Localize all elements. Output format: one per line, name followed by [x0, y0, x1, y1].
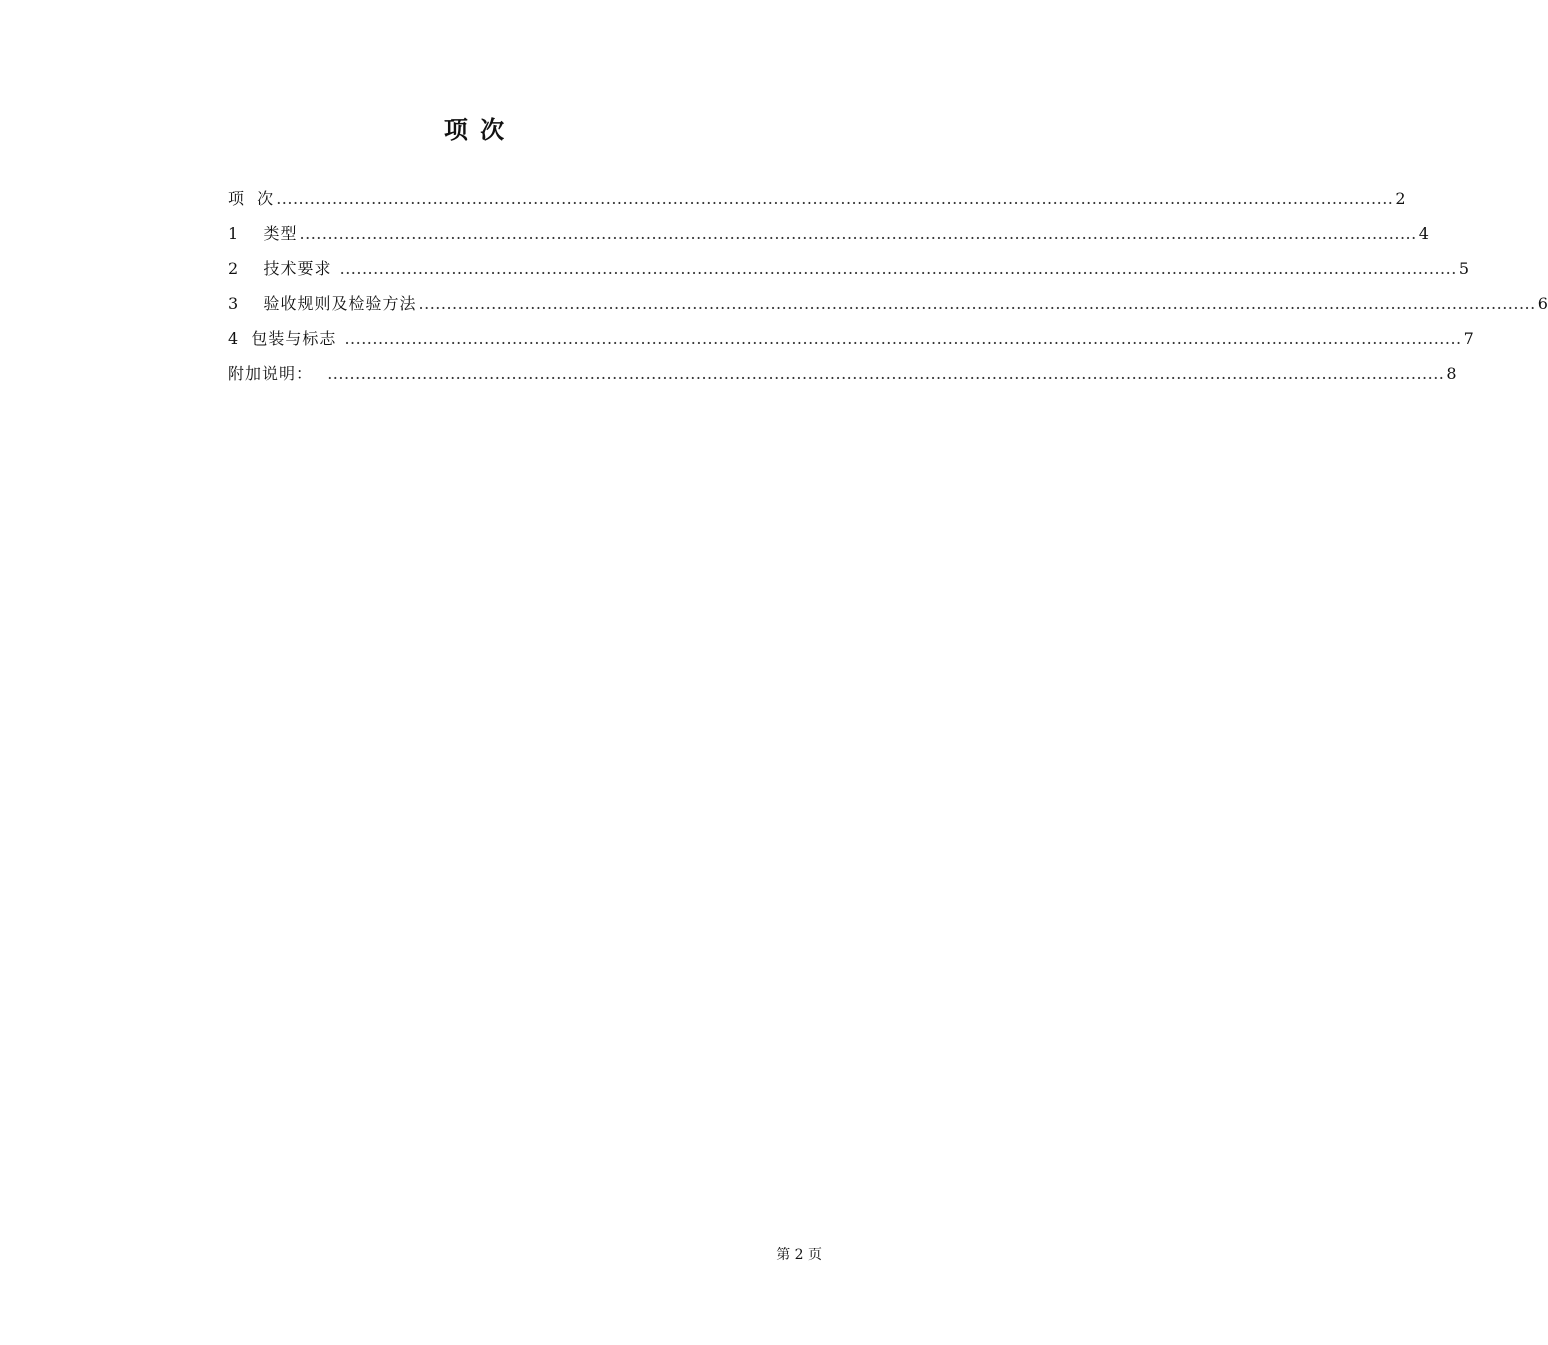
toc-entry-label: 2 技术要求 — [228, 259, 338, 278]
toc-dot-leader: ........................................................................................................................................................................................................ — [299, 224, 1417, 243]
toc-entry-page: 7 — [1463, 329, 1474, 348]
toc-entry-page: 4 — [1418, 224, 1429, 243]
page-title: 项 次 — [443, 116, 507, 144]
toc-entry-label: 项 次 — [228, 189, 275, 208]
toc-entry[interactable] — [228, 184, 1406, 219]
toc-dot-leader: ........................................................................................................................................................................................................ — [418, 294, 1536, 313]
toc-entry[interactable] — [228, 289, 1548, 324]
toc-dot-leader: ........................................................................................................................................................................................................ — [327, 364, 1445, 383]
toc-entry-label: 4 包装与标志 — [228, 329, 343, 348]
toc-entry[interactable] — [228, 254, 1469, 289]
toc-entry-label: 3 验收规则及检验方法 — [228, 294, 417, 313]
toc-dot-leader: ........................................................................................................................................................................................................ — [339, 259, 1457, 278]
toc-entry-page: 8 — [1446, 364, 1457, 383]
toc-entry-page: 6 — [1537, 294, 1548, 313]
toc-dot-leader: ........................................................................................................................................................................................................ — [276, 189, 1394, 208]
toc-entry-page: 5 — [1458, 259, 1469, 278]
toc-entry[interactable] — [228, 324, 1474, 359]
toc-entry-label: 1 类型 — [228, 224, 298, 243]
page-number-footer: 第 2 页 — [776, 1247, 822, 1263]
toc-entry-page: 2 — [1395, 189, 1406, 208]
toc-entry-label: 附加说明： — [228, 364, 326, 383]
table-of-contents — [228, 184, 1548, 394]
toc-entry[interactable] — [228, 219, 1429, 254]
toc-entry[interactable] — [228, 359, 1457, 394]
toc-dot-leader: ........................................................................................................................................................................................................ — [344, 329, 1462, 348]
